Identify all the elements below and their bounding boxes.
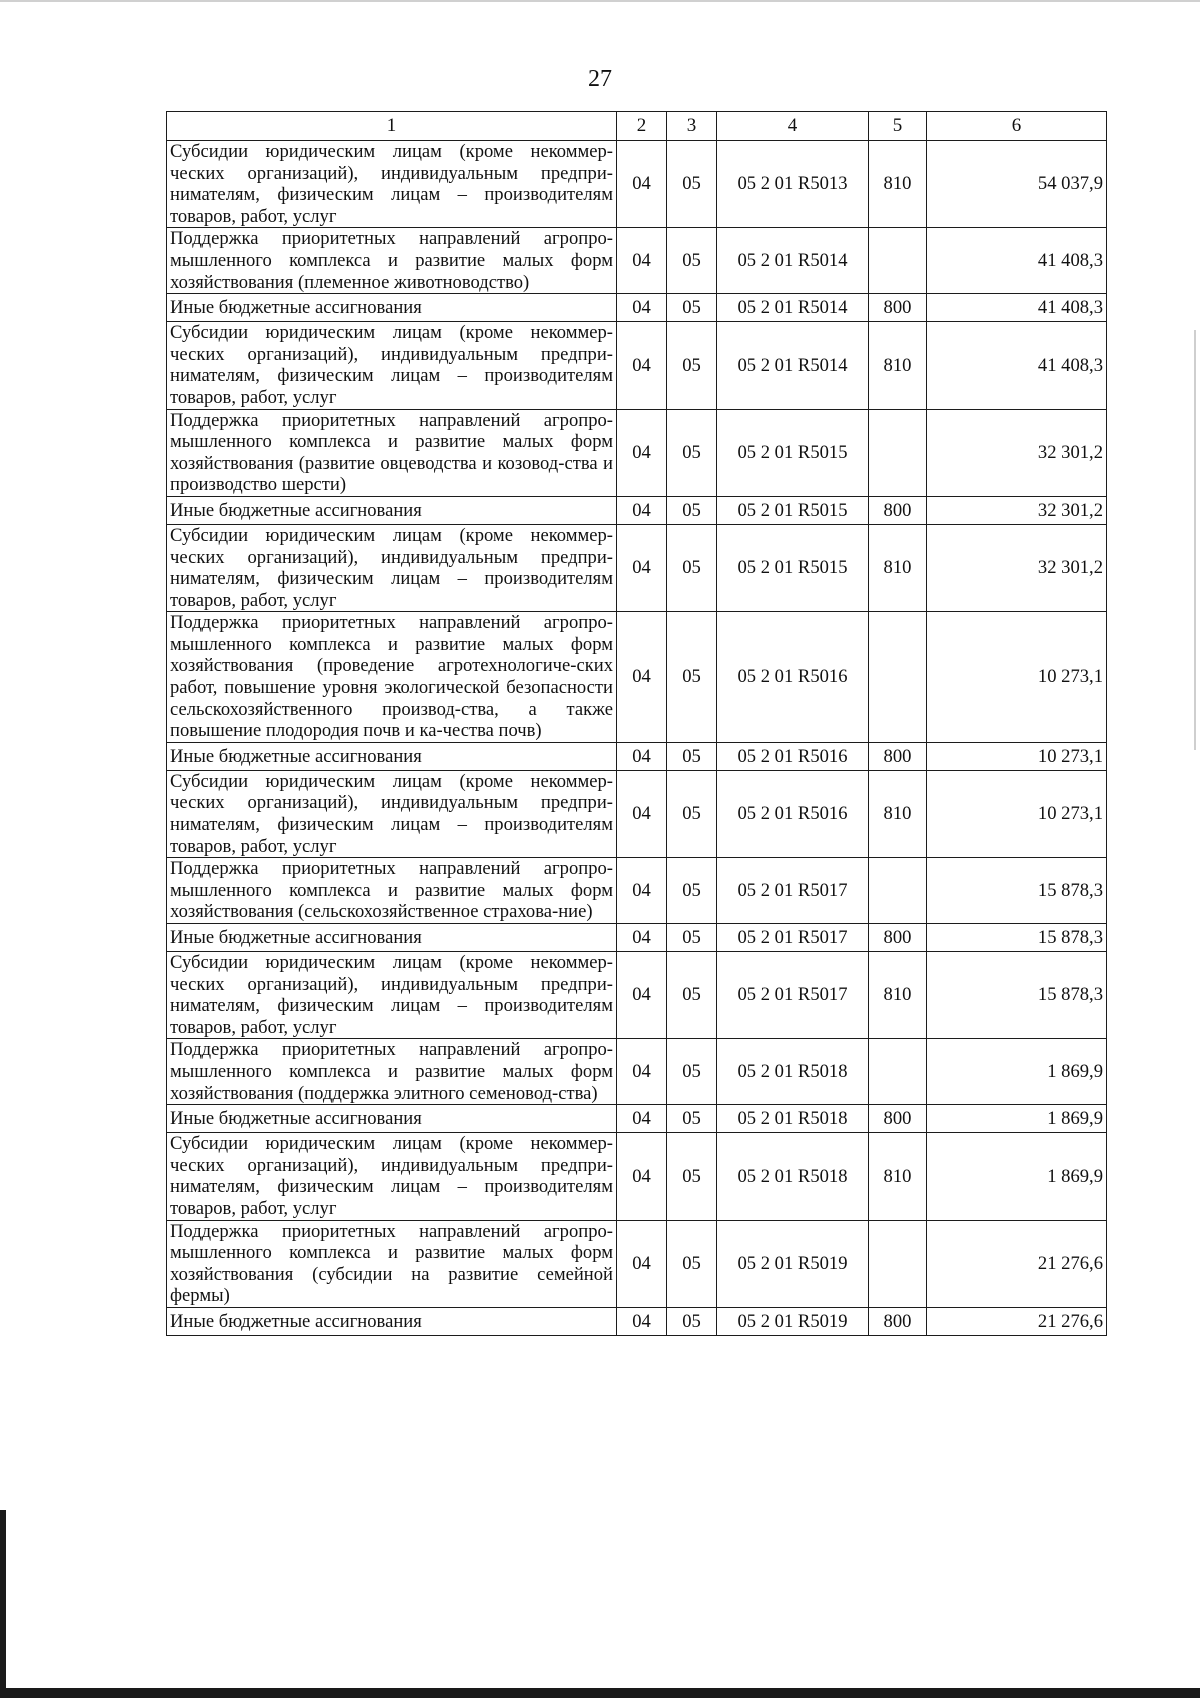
expense-type-cell: 800 (869, 1105, 927, 1133)
amount-cell: 15 878,3 (927, 924, 1107, 952)
row-name-cell: Поддержка приоритетных направлений агропро-мышленного комплекса и развитие малых форм хозяйствования (проведение агротехнологиче-ских работ, повышение уровня экологической безопасности сельскохозяйственного производ-ства, а также повышение плодородия почв и ка-чества почв) (167, 612, 617, 743)
target-article-cell: 05 2 01 R5016 (717, 742, 869, 770)
amount-cell: 15 878,3 (927, 858, 1107, 924)
row-name-cell: Субсидии юридическим лицам (кроме некоммер-ческих организаций), индивидуальным предпри-нимателям, физическим лицам – производителям товаров, работ, услуг (167, 524, 617, 611)
table-row (167, 1133, 1107, 1220)
amount-cell: 21 276,6 (927, 1220, 1107, 1307)
target-article-cell: 05 2 01 R5014 (717, 228, 869, 294)
expense-type-cell (869, 1039, 927, 1105)
amount-cell: 32 301,2 (927, 496, 1107, 524)
target-article-cell: 05 2 01 R5014 (717, 294, 869, 322)
table-row (167, 409, 1107, 496)
target-article-cell: 05 2 01 R5018 (717, 1039, 869, 1105)
amount-cell: 32 301,2 (927, 524, 1107, 611)
row-name-cell: Поддержка приоритетных направлений агропро-мышленного комплекса и развитие малых форм хозяйствования (субсидии на развитие семейной фермы) (167, 1220, 617, 1307)
table-row (167, 612, 1107, 743)
row-name-cell: Поддержка приоритетных направлений агропро-мышленного комплекса и развитие малых форм хозяйствования (племенное животноводство) (167, 228, 617, 294)
expense-type-cell: 800 (869, 1307, 927, 1335)
subsection-code-cell: 05 (667, 141, 717, 228)
amount-cell: 41 408,3 (927, 294, 1107, 322)
table-row (167, 322, 1107, 409)
target-article-cell: 05 2 01 R5018 (717, 1133, 869, 1220)
section-code-cell: 04 (617, 322, 667, 409)
section-code-cell: 04 (617, 1133, 667, 1220)
row-name-cell: Субсидии юридическим лицам (кроме некоммер-ческих организаций), индивидуальным предпри-нимателям, физическим лицам – производителям товаров, работ, услуг (167, 952, 617, 1039)
section-code-cell: 04 (617, 228, 667, 294)
section-code-cell: 04 (617, 409, 667, 496)
section-code-cell: 04 (617, 742, 667, 770)
row-name-cell: Субсидии юридическим лицам (кроме некоммер-ческих организаций), индивидуальным предпри-нимателям, физическим лицам – производителям товаров, работ, услуг (167, 322, 617, 409)
subsection-code-cell: 05 (667, 742, 717, 770)
scan-top-edge (0, 0, 1200, 2)
expense-type-cell (869, 1220, 927, 1307)
expense-type-cell: 810 (869, 1133, 927, 1220)
target-article-cell: 05 2 01 R5014 (717, 322, 869, 409)
subsection-code-cell: 05 (667, 228, 717, 294)
row-name-cell: Иные бюджетные ассигнования (167, 924, 617, 952)
expense-type-cell: 800 (869, 924, 927, 952)
amount-cell: 1 869,9 (927, 1133, 1107, 1220)
section-code-cell: 04 (617, 524, 667, 611)
target-article-cell: 05 2 01 R5016 (717, 770, 869, 857)
subsection-code-cell: 05 (667, 770, 717, 857)
table-row (167, 1220, 1107, 1307)
row-name-cell: Поддержка приоритетных направлений агропро-мышленного комплекса и развитие малых форм хозяйствования (развитие овцеводства и козовод-ства и производство шерсти) (167, 409, 617, 496)
amount-cell: 32 301,2 (927, 409, 1107, 496)
target-article-cell: 05 2 01 R5016 (717, 612, 869, 743)
row-name-cell: Иные бюджетные ассигнования (167, 742, 617, 770)
table-row (167, 1307, 1107, 1335)
table-row (167, 742, 1107, 770)
table-row (167, 294, 1107, 322)
header-cell: 3 (667, 112, 717, 141)
section-code-cell: 04 (617, 1307, 667, 1335)
scan-bottom-edge (0, 1688, 1200, 1698)
amount-cell: 10 273,1 (927, 742, 1107, 770)
target-article-cell: 05 2 01 R5015 (717, 496, 869, 524)
amount-cell: 54 037,9 (927, 141, 1107, 228)
subsection-code-cell: 05 (667, 1220, 717, 1307)
table-row (167, 228, 1107, 294)
section-code-cell: 04 (617, 141, 667, 228)
amount-cell: 1 869,9 (927, 1105, 1107, 1133)
subsection-code-cell: 05 (667, 1307, 717, 1335)
table-row (167, 858, 1107, 924)
target-article-cell: 05 2 01 R5019 (717, 1220, 869, 1307)
section-code-cell: 04 (617, 612, 667, 743)
amount-cell: 41 408,3 (927, 322, 1107, 409)
row-name-cell: Иные бюджетные ассигнования (167, 1105, 617, 1133)
subsection-code-cell: 05 (667, 924, 717, 952)
section-code-cell: 04 (617, 924, 667, 952)
target-article-cell: 05 2 01 R5019 (717, 1307, 869, 1335)
expense-type-cell: 810 (869, 770, 927, 857)
expense-type-cell: 810 (869, 524, 927, 611)
expense-type-cell (869, 858, 927, 924)
section-code-cell: 04 (617, 858, 667, 924)
expense-type-cell: 800 (869, 742, 927, 770)
row-name-cell: Иные бюджетные ассигнования (167, 1307, 617, 1335)
target-article-cell: 05 2 01 R5013 (717, 141, 869, 228)
subsection-code-cell: 05 (667, 294, 717, 322)
subsection-code-cell: 05 (667, 524, 717, 611)
table-row (167, 524, 1107, 611)
section-code-cell: 04 (617, 1039, 667, 1105)
expense-type-cell: 800 (869, 294, 927, 322)
scan-right-edge (1194, 330, 1196, 750)
expense-type-cell: 810 (869, 952, 927, 1039)
expense-type-cell (869, 612, 927, 743)
expense-type-cell: 800 (869, 496, 927, 524)
section-code-cell: 04 (617, 496, 667, 524)
table-row (167, 924, 1107, 952)
subsection-code-cell: 05 (667, 952, 717, 1039)
section-code-cell: 04 (617, 770, 667, 857)
budget-table (166, 111, 1107, 1336)
amount-cell: 1 869,9 (927, 1039, 1107, 1105)
table-row (167, 770, 1107, 857)
row-name-cell: Поддержка приоритетных направлений агропро-мышленного комплекса и развитие малых форм хозяйствования (сельскохозяйственное страхова-ние) (167, 858, 617, 924)
section-code-cell: 04 (617, 294, 667, 322)
expense-type-cell (869, 228, 927, 294)
table-row (167, 952, 1107, 1039)
subsection-code-cell: 05 (667, 322, 717, 409)
header-cell: 4 (717, 112, 869, 141)
row-name-cell: Поддержка приоритетных направлений агропро-мышленного комплекса и развитие малых форм хозяйствования (поддержка элитного семеновод-ства) (167, 1039, 617, 1105)
amount-cell: 10 273,1 (927, 612, 1107, 743)
page-number: 27 (588, 66, 612, 92)
row-name-cell: Субсидии юридическим лицам (кроме некоммер-ческих организаций), индивидуальным предпри-нимателям, физическим лицам – производителям товаров, работ, услуг (167, 770, 617, 857)
section-code-cell: 04 (617, 1220, 667, 1307)
target-article-cell: 05 2 01 R5017 (717, 858, 869, 924)
section-code-cell: 04 (617, 1105, 667, 1133)
subsection-code-cell: 05 (667, 1105, 717, 1133)
target-article-cell: 05 2 01 R5017 (717, 924, 869, 952)
table-row (167, 496, 1107, 524)
amount-cell: 41 408,3 (927, 228, 1107, 294)
subsection-code-cell: 05 (667, 409, 717, 496)
target-article-cell: 05 2 01 R5018 (717, 1105, 869, 1133)
amount-cell: 15 878,3 (927, 952, 1107, 1039)
table-row (167, 141, 1107, 228)
row-name-cell: Иные бюджетные ассигнования (167, 496, 617, 524)
header-cell: 6 (927, 112, 1107, 141)
target-article-cell: 05 2 01 R5017 (717, 952, 869, 1039)
header-cell: 2 (617, 112, 667, 141)
expense-type-cell: 810 (869, 141, 927, 228)
expense-type-cell (869, 409, 927, 496)
subsection-code-cell: 05 (667, 1133, 717, 1220)
section-code-cell: 04 (617, 952, 667, 1039)
header-cell: 5 (869, 112, 927, 141)
row-name-cell: Субсидии юридическим лицам (кроме некоммер-ческих организаций), индивидуальным предпри-нимателям, физическим лицам – производителям товаров, работ, услуг (167, 141, 617, 228)
subsection-code-cell: 05 (667, 1039, 717, 1105)
subsection-code-cell: 05 (667, 496, 717, 524)
scan-left-edge (0, 1510, 6, 1698)
header-cell: 1 (167, 112, 617, 141)
header-row (167, 112, 1107, 141)
amount-cell: 10 273,1 (927, 770, 1107, 857)
target-article-cell: 05 2 01 R5015 (717, 524, 869, 611)
subsection-code-cell: 05 (667, 612, 717, 743)
row-name-cell: Иные бюджетные ассигнования (167, 294, 617, 322)
amount-cell: 21 276,6 (927, 1307, 1107, 1335)
subsection-code-cell: 05 (667, 858, 717, 924)
table-row (167, 1105, 1107, 1133)
expense-type-cell: 810 (869, 322, 927, 409)
row-name-cell: Субсидии юридическим лицам (кроме некоммер-ческих организаций), индивидуальным предпри-нимателям, физическим лицам – производителям товаров, работ, услуг (167, 1133, 617, 1220)
target-article-cell: 05 2 01 R5015 (717, 409, 869, 496)
table-row (167, 1039, 1107, 1105)
